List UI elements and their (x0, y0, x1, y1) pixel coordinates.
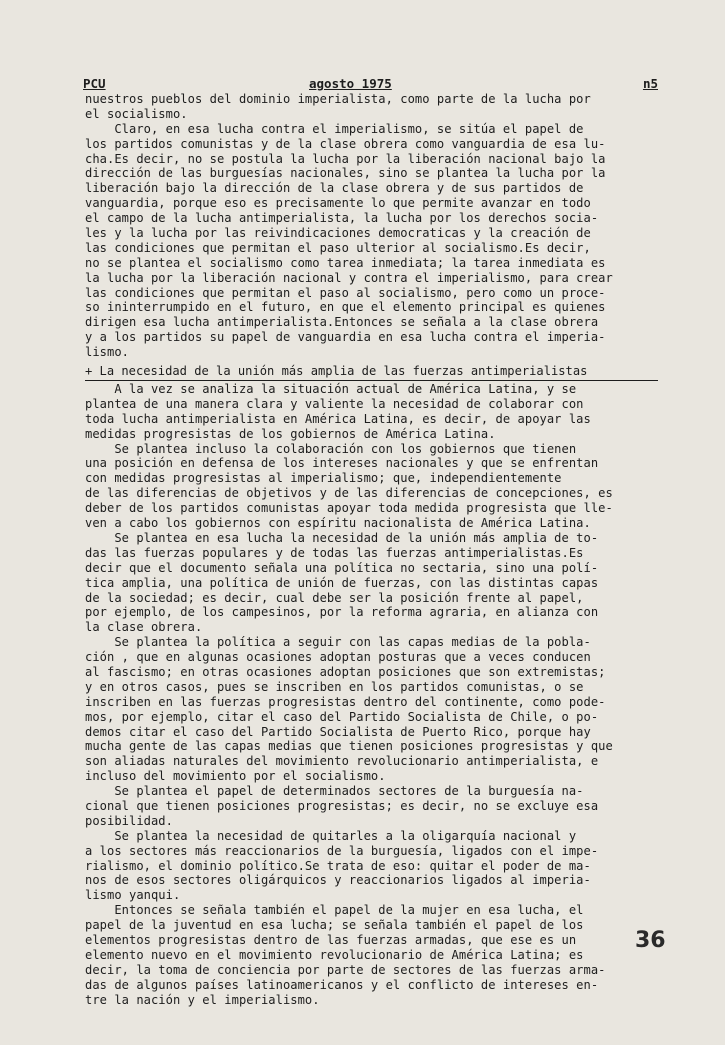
text-line: elemento nuevo en el movimiento revolucionario de América Latina; es (85, 947, 584, 962)
text-line: medidas progresistas de los gobiernos de América Latina. (85, 426, 496, 441)
text-line: el campo de la lucha antimperialista, la lucha por los derechos socia- (85, 211, 599, 226)
header-issue-number: n5 (642, 76, 658, 91)
text-line: das las fuerzas populares y de todas las fuerzas antimperialistas.Es (85, 545, 584, 560)
text-line: dirección de las burguesías nacionales, sino se plantea la lucha por la (85, 166, 606, 181)
text-line: cha.Es decir, no se postula la lucha por la liberación nacional bajo la (85, 151, 606, 166)
page-number: 36 (635, 928, 666, 953)
text-line: cional que tienen posiciones progresistas; es decir, no se excluye esa (85, 798, 599, 813)
text-line: lismo yanqui. (85, 888, 181, 903)
paragraph-block-2 (85, 382, 665, 1007)
header-date: agosto 1975 (309, 76, 392, 91)
paragraph-block-1 (85, 92, 665, 360)
text-line: la lucha por la liberación nacional y contra el imperialismo, para crear (85, 270, 613, 285)
text-line: Se plantea la necesidad de quitarles a la oligarquía nacional y (85, 828, 577, 843)
document-body (85, 92, 665, 1007)
text-line: Se plantea la política a seguir con las capas medias de la pobla- (85, 635, 591, 650)
text-line: tre la nación y el imperialismo. (85, 992, 320, 1007)
text-line: Claro, en esa lucha contra el imperialismo, se sitúa el papel de (85, 121, 584, 136)
text-line: el socialismo. (85, 106, 188, 121)
text-line: son aliadas naturales del movimiento revolucionario antimperialista, e (85, 754, 599, 769)
text-line: de la sociedad; es decir, cual debe ser la posición frente al papel, (85, 590, 584, 605)
text-line: plantea de una manera clara y valiente la necesidad de colaborar con (85, 396, 584, 411)
text-line: ven a cabo los gobiernos con espíritu nacionalista de América Latina. (85, 516, 591, 531)
text-line: nos de esos sectores oligárquicos y reaccionarios ligados al imperia- (85, 873, 591, 888)
text-line: demos citar el caso del Partido Socialista de Puerto Rico, porque hay (85, 724, 591, 739)
text-line: Se plantea incluso la colaboración con los gobiernos que tienen (85, 441, 577, 456)
text-line: de las diferencias de objetivos y de las diferencias de concepciones, es (85, 486, 613, 501)
text-line: mos, por ejemplo, citar el caso del Partido Socialista de Chile, o po- (85, 709, 599, 724)
text-line: elementos progresistas dentro de las fuerzas armadas, que ese es un (85, 932, 577, 947)
text-line: posibilidad. (85, 813, 173, 828)
text-line: les y la lucha por las reivindicaciones democraticas y la creación de (85, 226, 591, 241)
text-line: una posición en defensa de los intereses nacionales y que se enfrentan (85, 456, 599, 471)
text-line: tica amplia, una política de unión de fuerzas, con las distintas capas (85, 575, 599, 590)
text-line: Se plantea en esa lucha la necesidad de la unión más amplia de to- (85, 530, 599, 545)
text-line: al fascismo; en otras ocasiones adoptan posiciones que son extremistas; (85, 664, 606, 679)
text-line: con medidas progresistas al imperialismo; que, independientemente (85, 471, 562, 486)
text-line: ción , que en algunas ocasiones adoptan posturas que a veces conducen (85, 650, 591, 665)
text-line: y a los partidos su papel de vanguardia en esa lucha contra el imperia- (85, 330, 606, 345)
text-line: Entonces se señala también el papel de la mujer en esa lucha, el (85, 903, 584, 918)
section-heading-text: + La necesidad de la unión más amplia de las fuerzas antimperialistas (85, 364, 588, 379)
text-line: las condiciones que permitan el paso ulterior al socialismo.Es decir, (85, 240, 591, 255)
text-line: lismo. (85, 345, 129, 360)
text-line: mucha gente de las capas medias que tienen posiciones progresistas y que (85, 739, 613, 754)
header-publication: PCU (83, 76, 106, 91)
text-line: decir que el documento señala una política no sectaria, sino una polí- (85, 560, 599, 575)
text-line: inscriben en las fuerzas progresistas dentro del continente, como pode- (85, 694, 606, 709)
text-line: no se plantea el socialismo como tarea inmediata; la tarea inmediata es (85, 255, 606, 270)
text-line: das de algunos países latinoamericanos y el conflicto de intereses en- (85, 977, 599, 992)
text-line: decir, la toma de conciencia por parte de sectores de las fuerzas arma- (85, 962, 606, 977)
text-line: vanguardia, porque eso es precisamente lo que permite avanzar en todo (85, 196, 591, 211)
text-line: A la vez se analiza la situación actual de América Latina, y se (85, 382, 577, 397)
text-line: papel de la juventud en esa lucha; se señala también el papel de los (85, 918, 584, 933)
text-line: deber de los partidos comunistas apoyar toda medida progresista que lle- (85, 501, 613, 516)
text-line: y en otros casos, pues se inscriben en los partidos comunistas, o se (85, 679, 584, 694)
text-line: nuestros pueblos del dominio imperialista, como parte de la lucha por (85, 92, 591, 106)
section-heading (85, 363, 658, 381)
text-line: rialismo, el dominio político.Se trata de eso: quitar el poder de ma- (85, 858, 591, 873)
text-line: dirigen esa lucha antimperialista.Entonces se señala a la clase obrera (85, 315, 599, 330)
text-line: la clase obrera. (85, 620, 203, 635)
text-line: a los sectores más reaccionarios de la burguesía, ligados con el impe- (85, 843, 599, 858)
text-line: toda lucha antimperialista en América Latina, es decir, de apoyar las (85, 411, 591, 426)
text-line: incluso del movimiento por el socialismo. (85, 769, 386, 784)
text-line: Se plantea el papel de determinados sectores de la burguesía na- (85, 784, 584, 799)
text-line: las condiciones que permitan el paso al socialismo, pero como un proce- (85, 285, 606, 300)
text-line: por ejemplo, de los campesinos, por la reforma agraria, en alianza con (85, 605, 599, 620)
text-line: los partidos comunistas y de la clase obrera como vanguardia de esa lu- (85, 136, 606, 151)
text-line: so ininterrumpido en el futuro, en que el elemento principal es quienes (85, 300, 606, 315)
text-line: liberación bajo la dirección de la clase obrera y de sus partidos de (85, 181, 584, 196)
